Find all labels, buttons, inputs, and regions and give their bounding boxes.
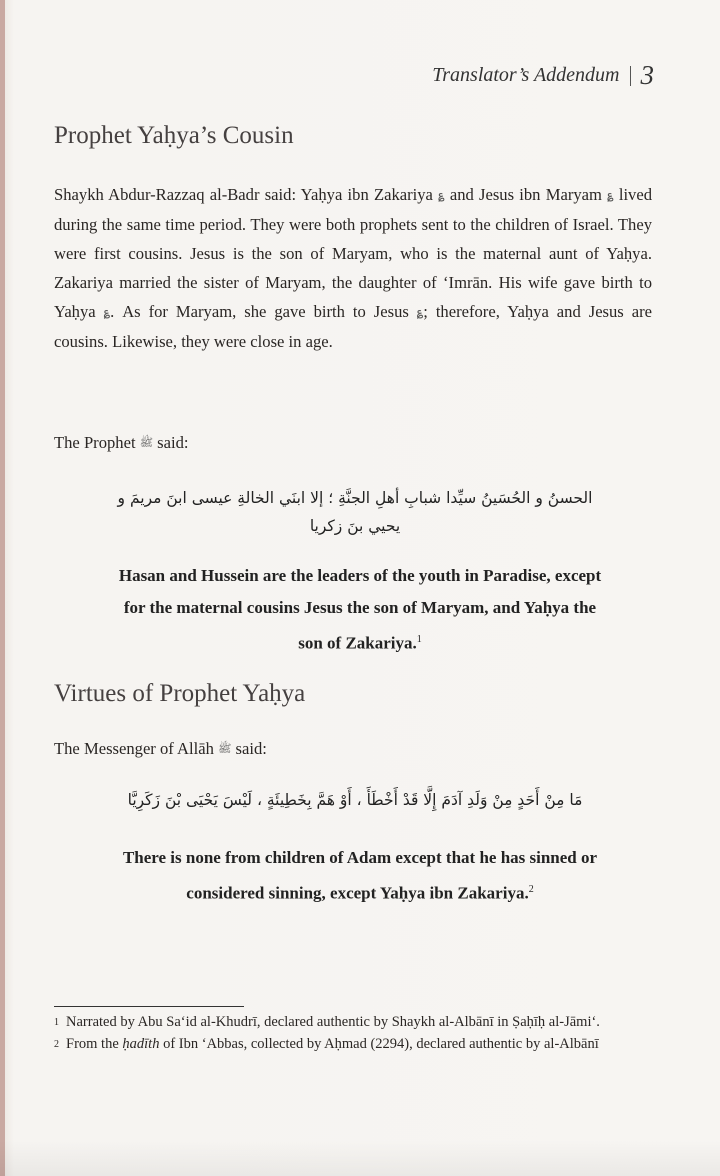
prophet-said-line: The Prophet ﷺ said:: [54, 433, 189, 452]
page-spine-edge: [0, 0, 5, 1176]
footnote-2: [54, 1034, 652, 1055]
footnote-number: 1: [54, 1017, 59, 1028]
page-number: 3: [640, 60, 654, 90]
honorific-alayhi-salam-icon: ؏: [438, 189, 445, 201]
page-bottom-shadow: [0, 1140, 720, 1176]
honorific-alayhi-salam-icon: ؏: [607, 189, 614, 201]
running-head-title: Translator’s Addendum: [432, 64, 620, 86]
honorific-salawat-icon: ﷺ: [139, 437, 154, 449]
arabic-hadith-1: [60, 484, 650, 540]
translation-hadith-2: There is none from children of Adam except that he has sinned or considered sinning, except Yaḥya ibn Zakariya.$^2$: [122, 848, 598, 903]
section-heading-cousin: Prophet Yaḥya’s Cousin: [54, 122, 294, 149]
footnote-ref-1[interactable]: 1: [416, 634, 422, 645]
footnote-ref-2[interactable]: 2: [528, 884, 534, 895]
honorific-salawat-icon: ﷺ: [218, 743, 232, 755]
footnote-text: From the ḥadīth of Ibn ‘Abbas, collected by Aḥmad (2294), declared authentic by al-Albānī: [66, 1036, 599, 1052]
section-heading-virtues: Virtues of Prophet Yaḥya: [54, 680, 306, 707]
honorific-alayhi-salam-icon: ؏: [103, 306, 111, 318]
messenger-said-line: The Messenger of Allāh ﷺ said:: [54, 739, 267, 758]
footnotes: [54, 1012, 652, 1056]
arabic-hadith-2: مَا مِنْ أَحَدٍ مِنْ وَلَدِ آدَمَ إِلَّا قَدْ أَخْطَأَ ، أَوْ هَمَّ بِخَطِيئَةٍ ، لَيْسَ يَحْيَى بْنَ زَكَرِيَّا: [127, 791, 583, 809]
footnote-1: [54, 1012, 652, 1033]
running-head-divider: [630, 66, 631, 86]
paragraph-cousin: Shaykh Abdur-Razzaq al-Badr said: Yaḥya ibn Zakariya ؏ and Jesus ibn Maryam ؏ lived during the same time period. They were both prophets sent to the children of Israel. They were first cousins. Jesus is the son of Maryam, who is the maternal aunt of Yaḥya. Zakariya married the sister of Maryam, the daughter of ‘Imrān. His wife gave birth to Yaḥya ؏. As for Maryam, she gave birth to Jesus ؏; therefore, Yaḥya and Jesus are cousins. Likewise, they were close in age.: [54, 185, 653, 351]
running-head: [432, 60, 654, 91]
arabic-hadith-1-line-2: يحيي بنَ زكريا: [309, 517, 401, 535]
arabic-hadith-1-line-1: الحسنُ و الحُسَينُ سيِّدا شبابِ أهلِ الجنَّةِ ؛ إلا ابنَي الخالةِ عيسى ابنَ مريمَ و: [117, 489, 593, 507]
honorific-alayhi-salam-icon: ؏: [416, 306, 424, 318]
footnote-number: 2: [54, 1039, 59, 1050]
translation-hadith-1: Hasan and Hussein are the leaders of the youth in Paradise, except for the maternal cousins Jesus the son of Maryam, and Yaḥya the son of Zakariya.$^1$: [118, 566, 602, 653]
footnote-text: Narrated by Abu Sa‘id al-Khudrī, declared authentic by Shaykh al-Albānī in Ṣaḥīḥ al-Jāmi‘.: [66, 1014, 600, 1030]
footnote-divider: [54, 1006, 244, 1007]
